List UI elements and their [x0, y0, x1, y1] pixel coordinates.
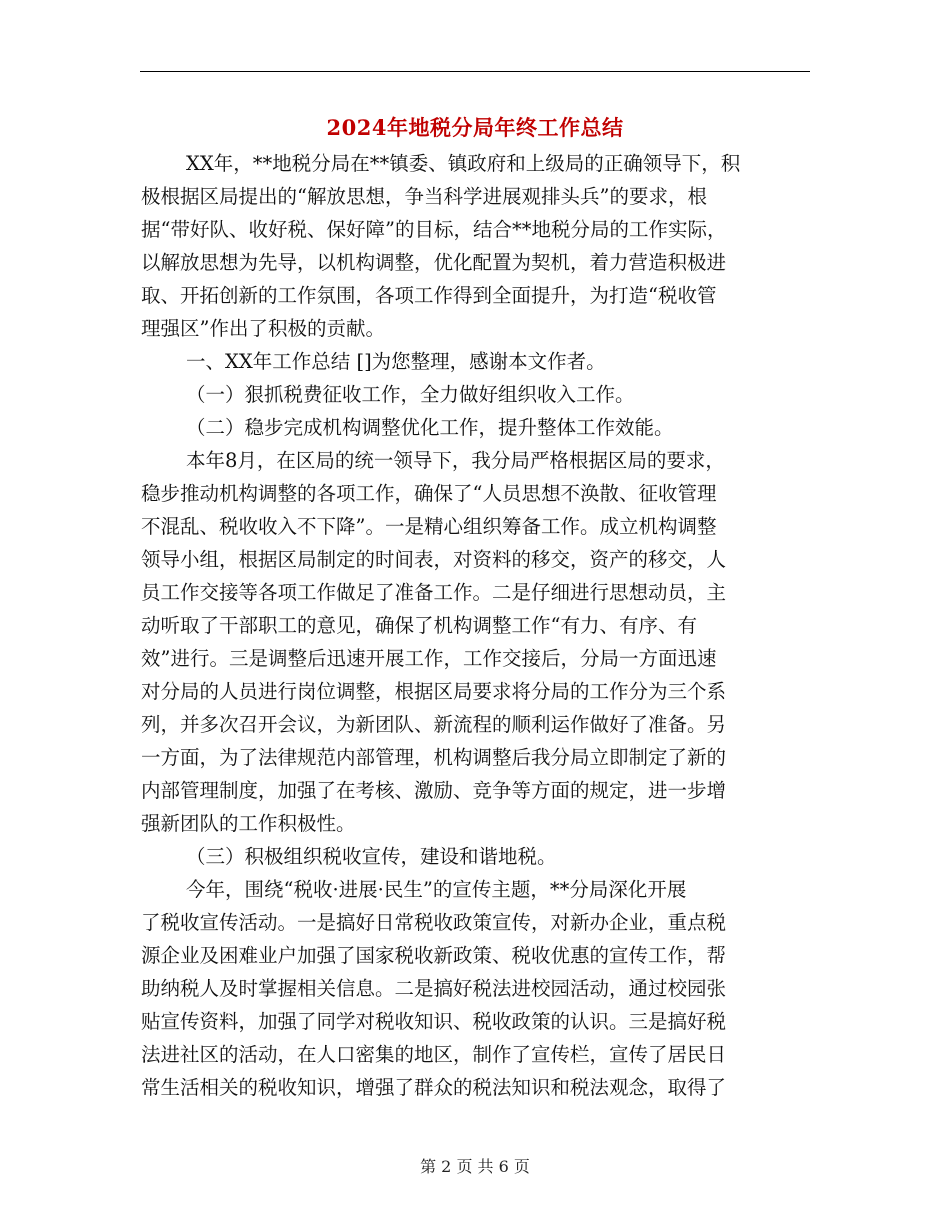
body-line: 常生活相关的税收知识，增强了群众的税法知识和税法观念，取得了 — [141, 1076, 727, 1099]
body-line: 稳步推动机构调整的各项工作，确保了“人员思想不涣散、征收管理 — [141, 482, 717, 505]
body-line: 对分局的人员进行岗位调整，根据区局要求将分局的工作分为三个系 — [141, 680, 727, 703]
body-line: 员工作交接等各项工作做足了准备工作。二是仔细进行思想动员，主 — [141, 581, 727, 604]
body-line: 极根据区局提出的“解放思想，争当科学进展观排头兵”的要求，根 — [141, 185, 707, 208]
body-line: 助纳税人及时掌握相关信息。二是搞好税法进校园活动，通过校园张 — [141, 977, 727, 1000]
body-line: 理强区”作出了积极的贡献。 — [141, 317, 385, 340]
body-line: 本年8月，在区局的统一领导下，我分局严格根据区局的要求， — [186, 449, 725, 472]
body-line: 今年，围绕“税收·进展·民生”的宣传主题，**分局深化开展 — [186, 878, 687, 901]
body-line: 动听取了干部职工的意见，确保了机构调整工作“有力、有序、有 — [141, 614, 697, 637]
body-line: 不混乱、税收收入不下降”。一是精心组织筹备工作。成立机构调整 — [141, 515, 717, 538]
section-heading: 一、XX年工作总结 []为您整理，感谢本文作者。 — [186, 350, 606, 373]
body-line: 列，并多次召开会议，为新团队、新流程的顺利运作做好了准备。另 — [141, 713, 727, 736]
body-line: 贴宣传资料，加强了同学对税收知识、税收政策的认识。三是搞好税 — [141, 1010, 727, 1033]
body-line: 法进社区的活动，在人口密集的地区，制作了宣传栏，宣传了居民日 — [141, 1043, 727, 1066]
body-line: XX年，**地税分局在**镇委、镇政府和上级局的正确领导下，积 — [186, 152, 741, 175]
body-line: 效”进行。三是调整后迅速开展工作，工作交接后，分局一方面迅速 — [141, 647, 717, 670]
subsection-heading: （三）积极组织税收宣传，建设和谐地税。 — [186, 845, 557, 868]
subsection-heading: （二）稳步完成机构调整优化工作，提升整体工作效能。 — [186, 416, 674, 439]
document-title: 2024年地税分局年终工作总结 — [326, 115, 624, 140]
page-footer: 第 2 页 共 6 页 — [420, 1157, 530, 1176]
body-line: 强新团队的工作积极性。 — [141, 812, 356, 835]
subsection-heading: （一）狠抓税费征收工作，全力做好组织收入工作。 — [186, 383, 635, 406]
header-rule — [140, 71, 810, 72]
body-line: 以解放思想为先导，以机构调整，优化配置为契机，着力营造积极进 — [141, 251, 727, 274]
body-line: 了税收宣传活动。一是搞好日常税收政策宣传，对新办企业，重点税 — [141, 911, 727, 934]
body-line: 取、开拓创新的工作氛围，各项工作得到全面提升，为打造“税收管 — [141, 284, 717, 307]
body-line: 一方面，为了法律规范内部管理，机构调整后我分局立即制定了新的 — [141, 746, 727, 769]
body-line: 据“带好队、收好税、保好障”的目标，结合**地税分局的工作实际， — [141, 218, 727, 241]
body-line: 内部管理制度，加强了在考核、激励、竞争等方面的规定，进一步增 — [141, 779, 727, 802]
body-line: 源企业及困难业户加强了国家税收新政策、税收优惠的宣传工作，帮 — [141, 944, 727, 967]
body-line: 领导小组，根据区局制定的时间表，对资料的移交，资产的移交，人 — [141, 548, 727, 571]
